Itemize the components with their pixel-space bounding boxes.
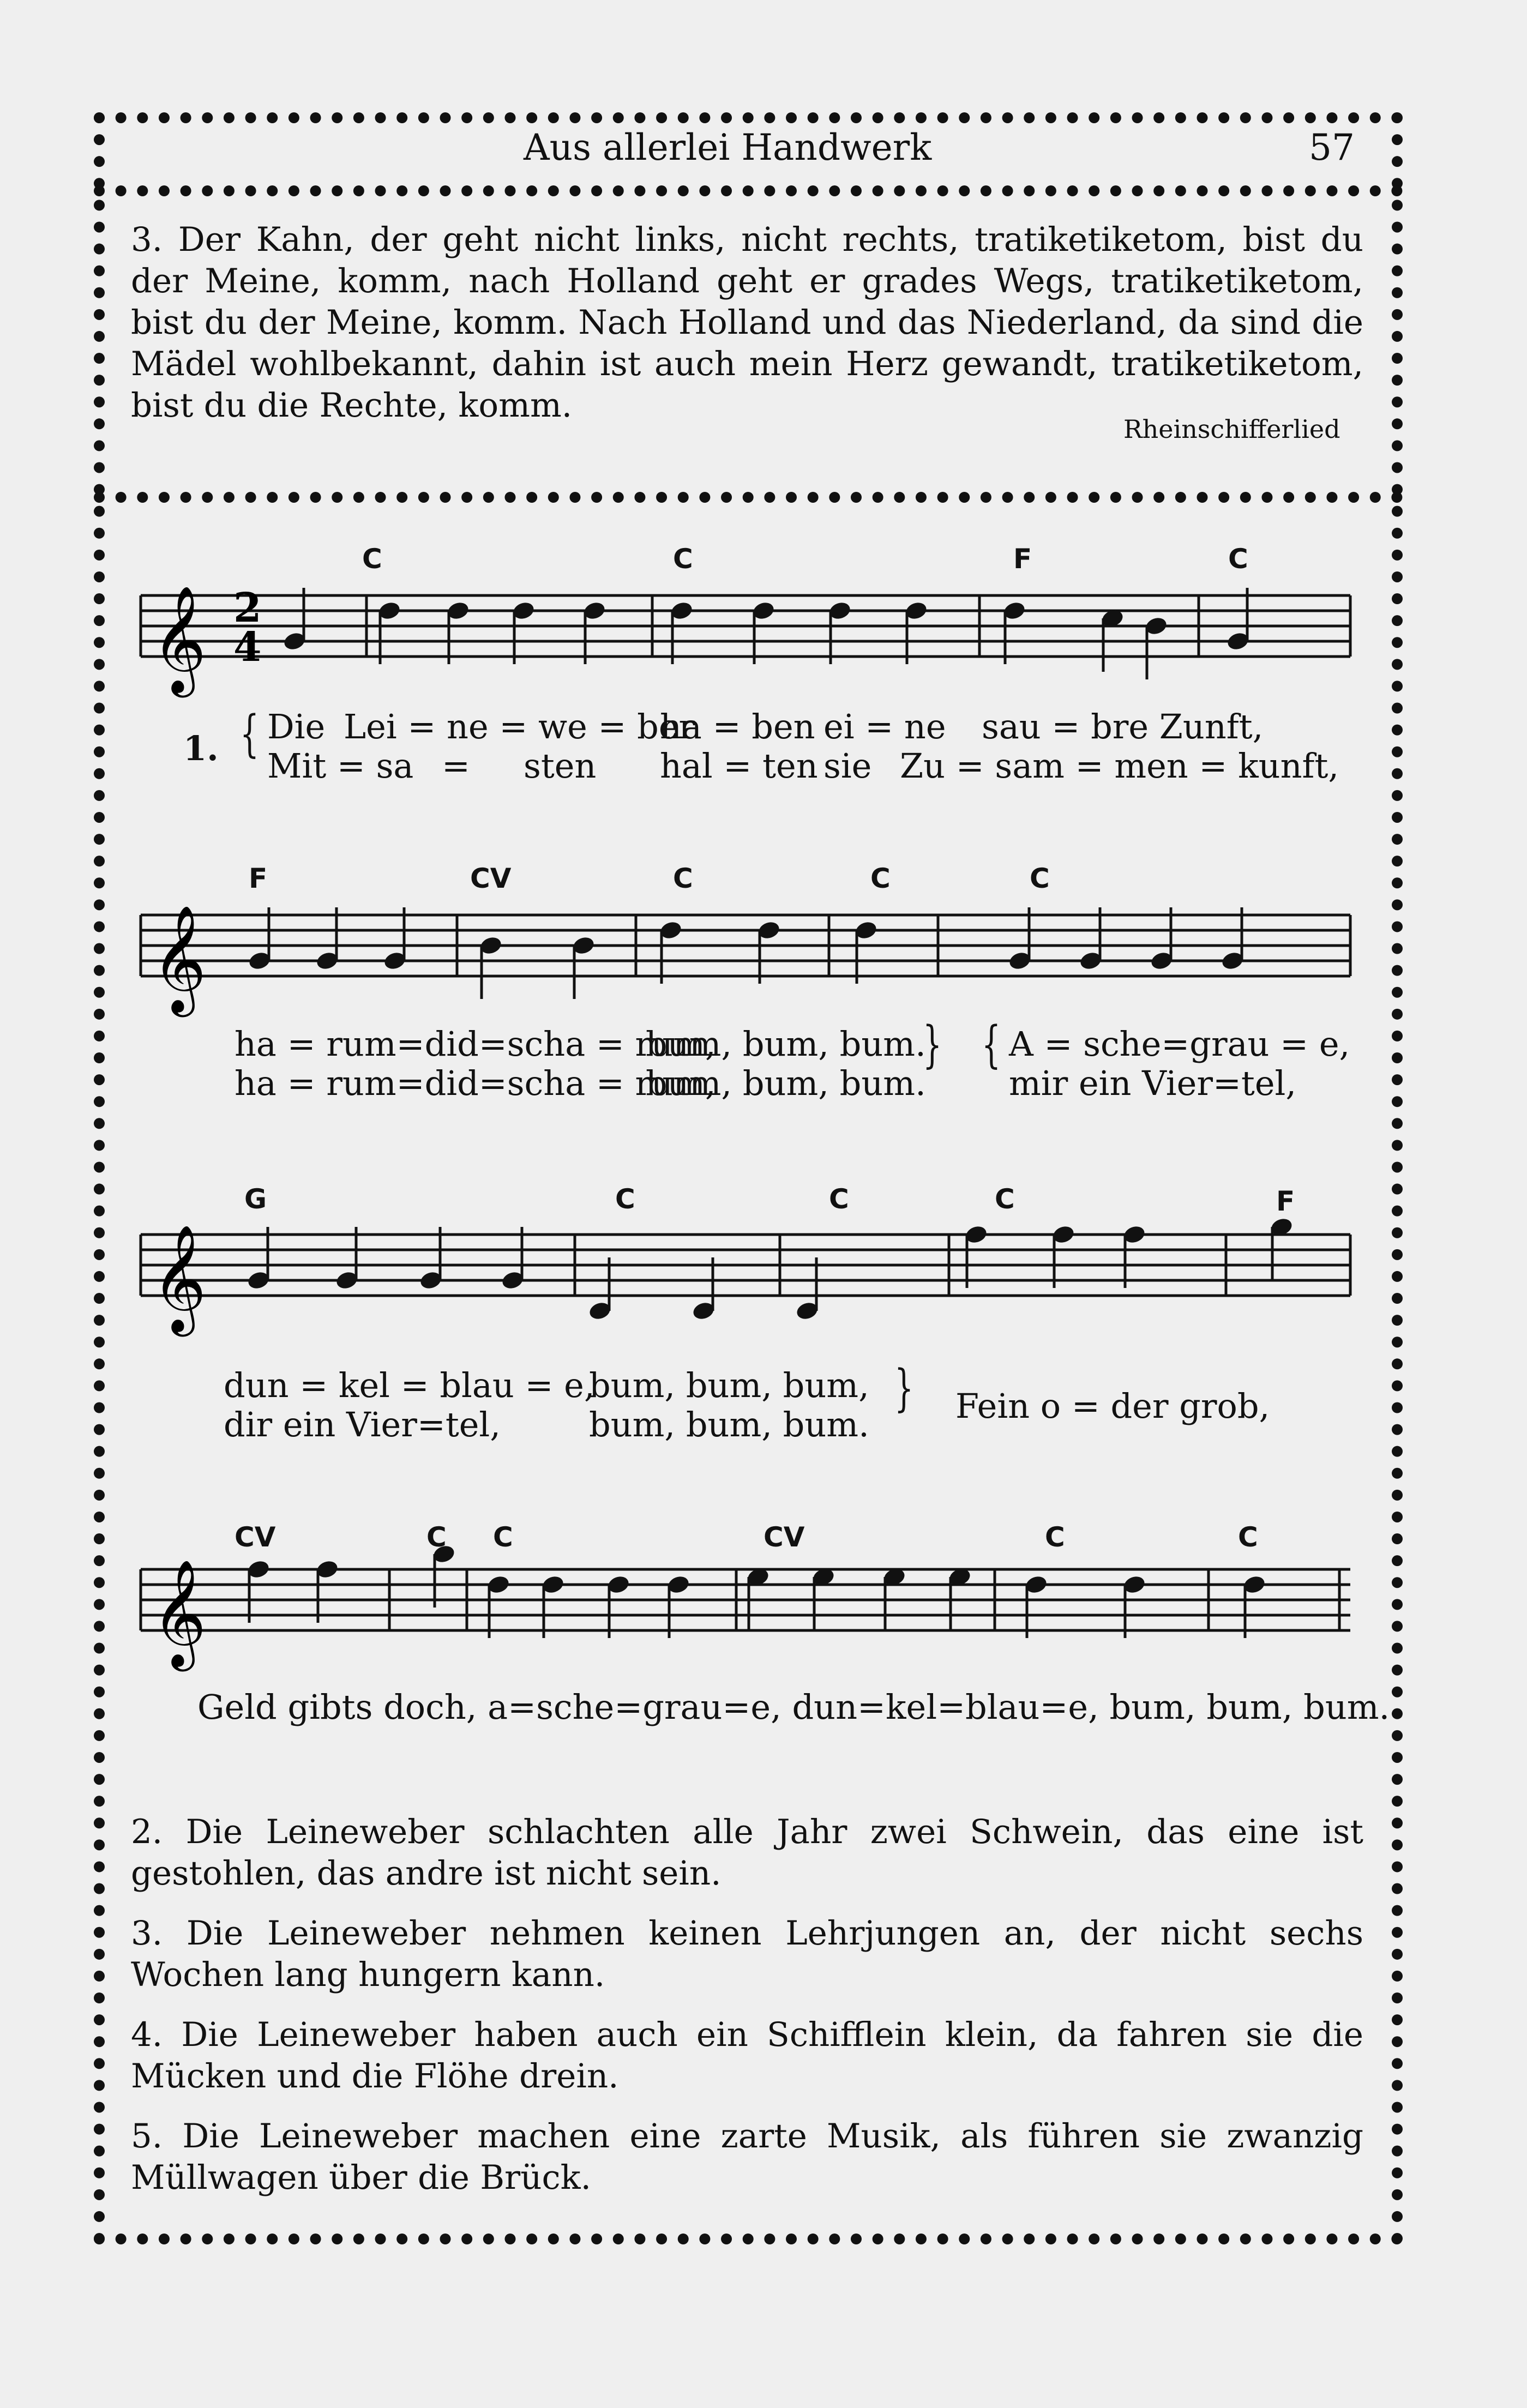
treble-clef-icon: 𝄞 — [152, 1559, 207, 1667]
page-number: 57 — [1309, 127, 1355, 168]
chord-symbol: CV — [470, 863, 512, 894]
chord-symbol: CV — [764, 1521, 805, 1553]
lyric: Geld gibts doch, a=sche=grau=e, dun=kel=blau=e, bum, bum, bum. — [197, 1687, 1390, 1727]
running-title: Aus allerlei Handwerk — [524, 127, 932, 168]
chord-symbol: C — [1238, 1521, 1258, 1553]
brace-left: { — [240, 705, 260, 763]
lyric: bum, bum, bum. — [589, 1405, 869, 1444]
chord-symbol: C — [362, 543, 382, 575]
chord-symbol: F — [1013, 543, 1032, 575]
chord-symbol: C — [615, 1183, 635, 1215]
stanza: 3. Die Leineweber nehmen keinen Lehrjungen an, der nicht sechs Wochen lang hungern kann. — [131, 1914, 1363, 1994]
brace-right: } — [894, 1359, 914, 1417]
chord-symbol: F — [1276, 1185, 1295, 1217]
lyric: Lei = ne = we = ber — [344, 707, 695, 747]
lyric: bum, bum, bum, — [589, 1365, 869, 1405]
lyric: sten — [524, 746, 597, 786]
lyric: A = sche=grau = e, — [1009, 1024, 1350, 1064]
chord-symbol: C — [673, 543, 693, 575]
lyric: Die — [267, 707, 326, 747]
lyric: hal = ten — [660, 746, 818, 786]
lyric: mir ein Vier=tel, — [1009, 1063, 1297, 1103]
lyric: sie — [823, 746, 872, 786]
lyric: dir ein Vier=tel, — [224, 1405, 501, 1444]
stanza: 5. Die Leineweber machen eine zarte Musik, als führen sie zwanzig Müllwagen über die Brück. — [131, 2117, 1363, 2197]
chord-symbol: F — [249, 863, 268, 894]
chord-symbol: C — [829, 1183, 849, 1215]
chord-symbol: C — [1045, 1521, 1065, 1553]
chord-symbol: G — [244, 1183, 267, 1215]
lyric: bum, bum, bum. — [646, 1024, 926, 1064]
chord-symbol: C — [673, 863, 693, 894]
lyric: bum, bum, bum. — [646, 1063, 926, 1103]
lyric: sau = bre Zunft, — [982, 707, 1264, 747]
lyric: dun = kel = blau = e, — [224, 1365, 595, 1405]
lyric: ha = rum=did=scha = rum, — [235, 1024, 716, 1064]
lyric: Mit = sa — [267, 746, 414, 786]
verse-number: 1. — [183, 729, 219, 768]
chord-symbol: C — [1030, 863, 1050, 894]
time-signature-top: 2 — [233, 585, 262, 631]
chord-symbol: C — [426, 1521, 447, 1553]
brace-left: { — [982, 1015, 1001, 1074]
chord-symbol: C — [493, 1521, 513, 1553]
time-signature-bottom: 4 — [233, 624, 262, 671]
stanza: 4. Die Leineweber haben auch ein Schifflein klein, da fahren sie die Mücken und die Flöhe drein. — [131, 2015, 1363, 2096]
lyric: Fein o = der grob, — [955, 1386, 1270, 1426]
previous-song-verse: 3. Der Kahn, der geht nicht links, nicht rechts, tratiketiketom, bist du der Meine, komm, nach Holland geht er grades Wegs, tratiketiketom, bist du der Meine, komm. Nach Holland und das Niederland, da sind die Mädel wohlbekannt, dahin ist auch mein Herz gewandt, tratiketiketom, bist du die Rechte, komm. — [131, 220, 1363, 425]
chord-symbol: C — [1228, 543, 1248, 575]
lyric: ha = ben — [660, 707, 815, 747]
lyric: Zu = sam = men = kunft, — [900, 746, 1339, 786]
song-source: Rheinschifferlied — [1123, 414, 1340, 444]
lyric: = — [442, 746, 470, 786]
stanza: 2. Die Leineweber schlachten alle Jahr zwei Schwein, das eine ist gestohlen, das andre ist nicht sein. — [131, 1813, 1363, 1893]
treble-clef-icon: 𝄞 — [152, 585, 207, 693]
chord-symbol: CV — [235, 1521, 276, 1553]
chord-symbol: C — [870, 863, 891, 894]
treble-clef-icon: 𝄞 — [152, 1224, 207, 1332]
brace-right: } — [923, 1015, 942, 1074]
lyric: ha = rum=did=scha = rum, — [235, 1063, 716, 1103]
chord-symbol: C — [995, 1183, 1015, 1215]
treble-clef-icon: 𝄞 — [152, 905, 207, 1013]
lyric: ei = ne — [823, 707, 946, 747]
